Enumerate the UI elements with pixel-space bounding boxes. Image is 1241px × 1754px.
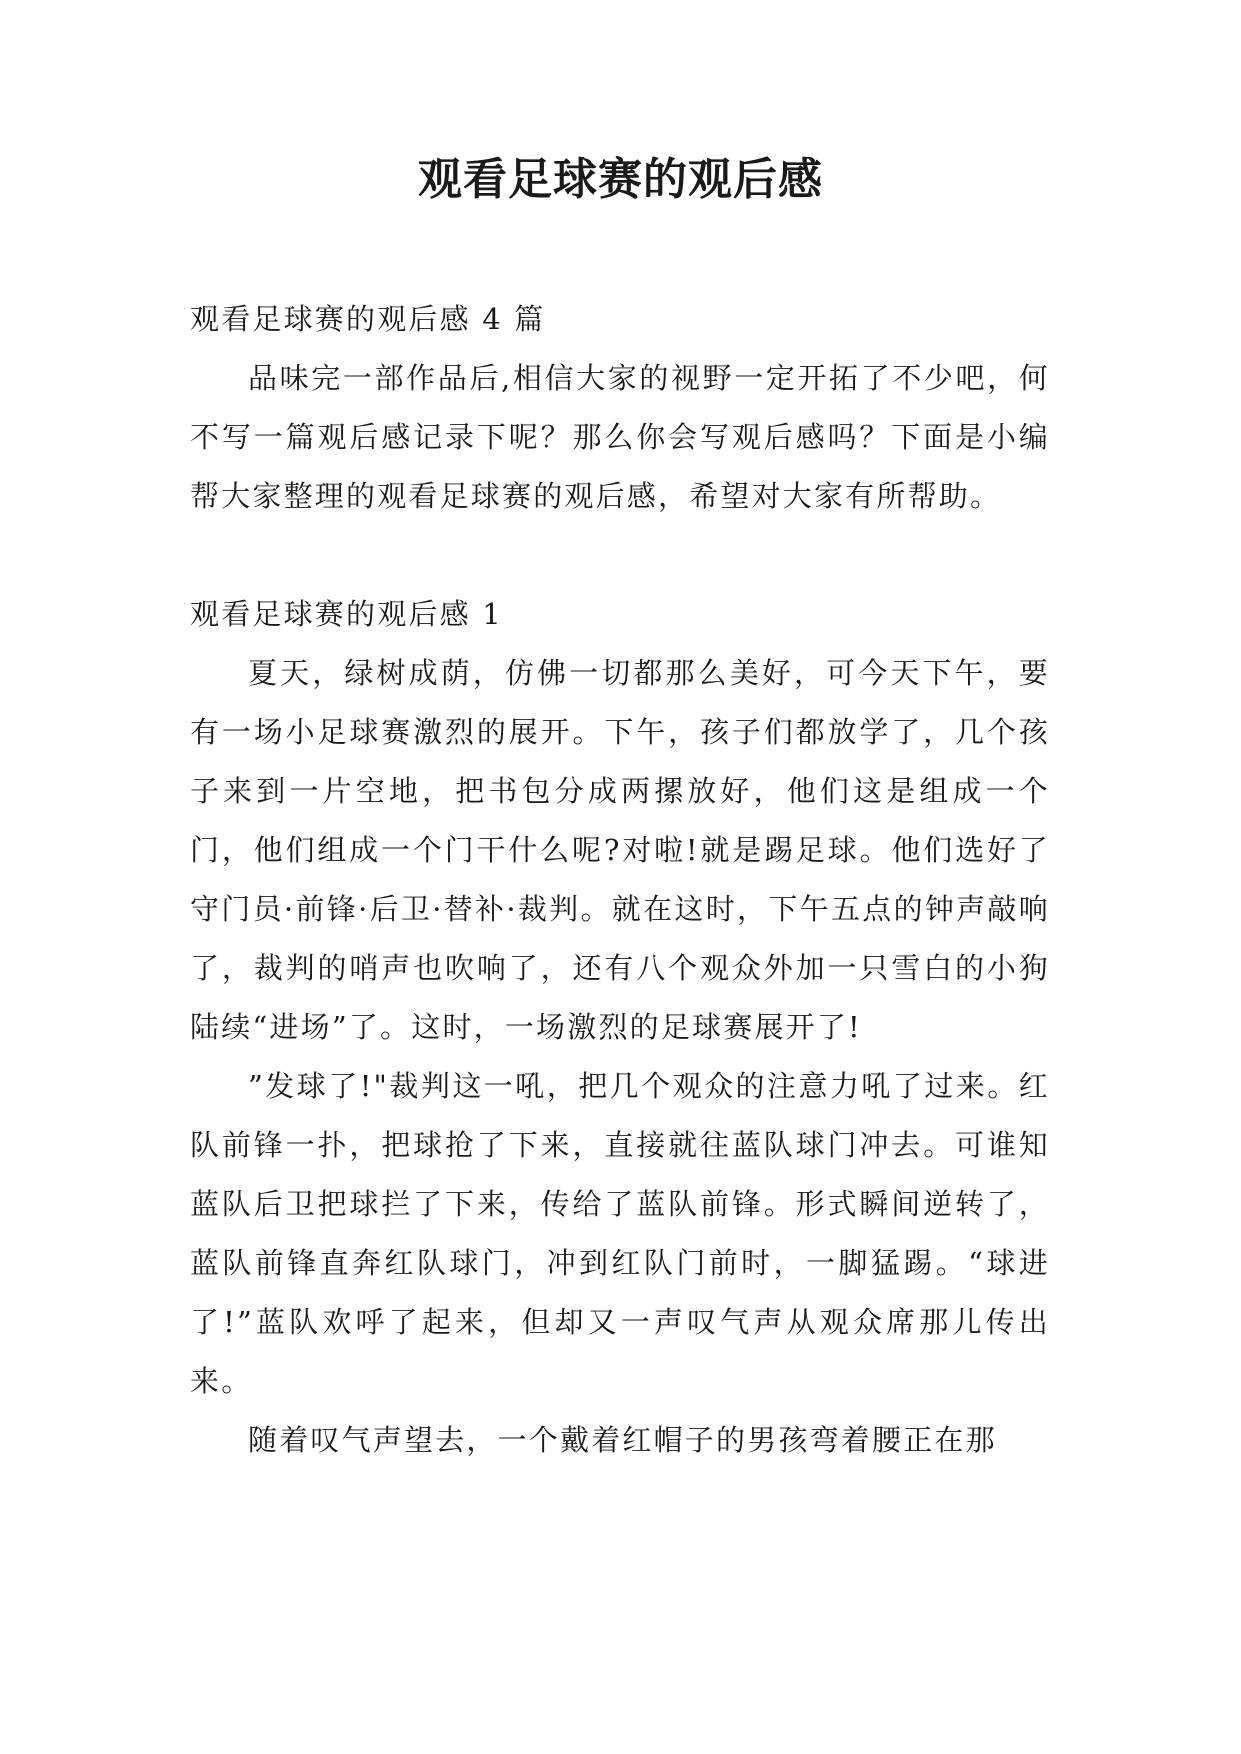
document-title: 观看足球赛的观后感 xyxy=(418,154,823,205)
document-body xyxy=(190,290,1050,1470)
body-paragraph: 随着叹气声望去，一个戴着红帽子的男孩弯着腰正在那 xyxy=(248,1423,997,1457)
section-heading: 观看足球赛的观后感 1 xyxy=(190,597,503,631)
body-paragraph: ”发球了!"裁判这一吼，把几个观众的注意力吼了过来。红队前锋一扑，把球抢了下来，直接就往蓝队球门冲去。可谁知蓝队后卫把球拦了下来，传给了蓝队前锋。形式瞬间逆转了，蓝队前锋直奔红队球门，冲到红队门前时，一脚猛踢。“球进了!”蓝队欢呼了起来，但却又一声叹气声从观众席那儿传出来。 xyxy=(190,1069,1050,1398)
section-spacer xyxy=(190,526,1050,585)
document-subtitle: 观看足球赛的观后感 4 篇 xyxy=(190,302,546,336)
body-paragraph: 夏天，绿树成荫，仿佛一切都那么美好，可今天下午，要有一场小足球赛激烈的展开。下午，孩子们都放学了，几个孩子来到一片空地，把书包分成两摞放好，他们这是组成一个门，他们组成一个门干什么呢?对啦!就是踢足球。他们选好了守门员·前锋·后卫·替补·裁判。就在这时，下午五点的钟声敲响了，裁判的哨声也吹响了，还有八个观众外加一只雪白的小狗陆续“进场”了。这时，一场激烈的足球赛展开了! xyxy=(190,656,1050,1044)
intro-paragraph: 品味完一部作品后,相信大家的视野一定开拓了不少吧，何不写一篇观后感记录下呢？那么你会写观后感吗？下面是小编帮大家整理的观看足球赛的观后感，希望对大家有所帮助。 xyxy=(190,361,1050,513)
